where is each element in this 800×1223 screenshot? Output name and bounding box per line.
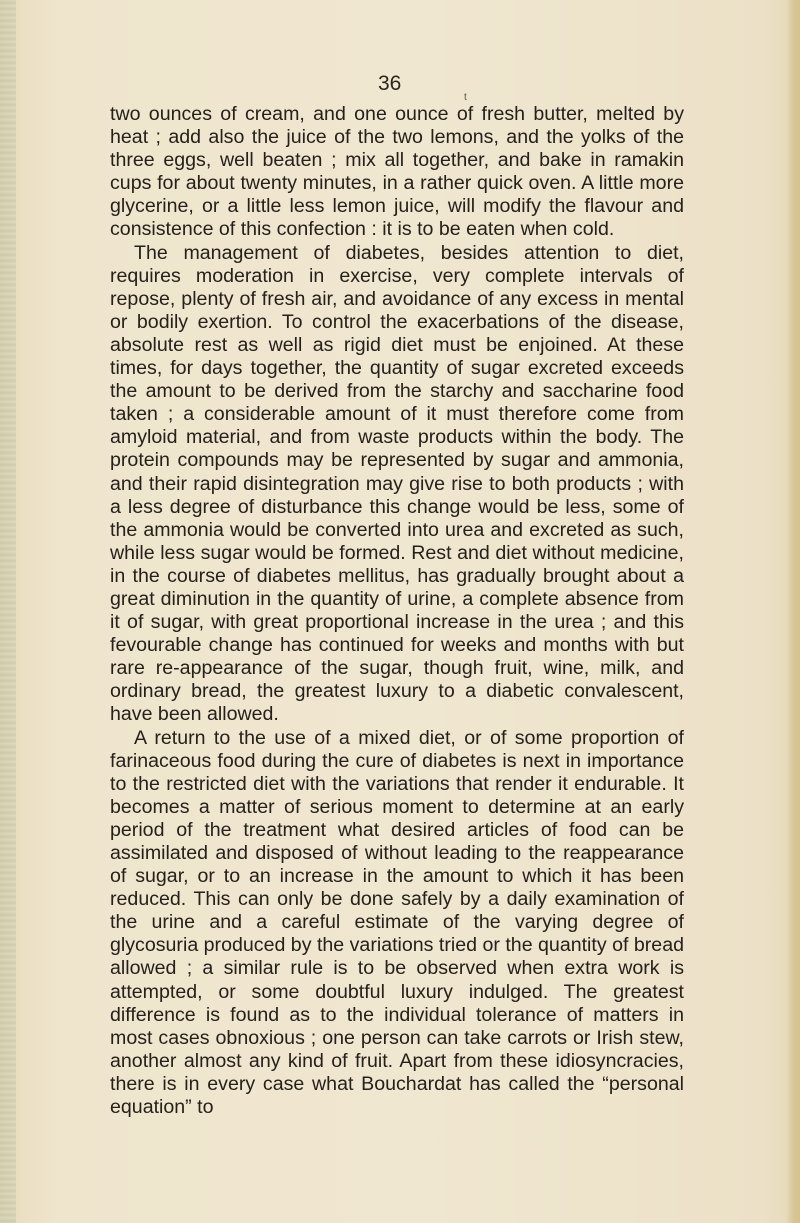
- body-text: [110, 103, 684, 1119]
- paragraph-management: The management of diabetes, besides attention to diet, requires moderation in exercise, very complete intervals of repose, plenty of fresh air, and avoidance of any excess in mental or bodily exertion. To control the exacerbations of the disease, absolute rest as well as rigid diet must be enjoined. At these times, for days together, the quantity of sugar excreted exceeds the amount to be derived from the starchy and saccharine food taken ; a considerable amount of it must therefore come from amyloid material, and from waste products within the body. The protein compounds may be represented by sugar and ammonia, and their rapid disintegration may give rise to both products ; with a less degree of disturbance this change would be less, some of the ammonia would be converted into urea and excreted as such, while less sugar would be formed. Rest and diet without medicine, in the course of diabetes mellitus, has gradually brought about a great diminution in the quantity of urine, a complete absence from it of sugar, with great proportional increase in the urea ; and this fevourable change has continued for weeks and months with but rare re-appearance of the sugar, though fruit, wine, milk, and ordinary bread, the greatest luxury to a diabetic convalescent, have been allowed.: [110, 241, 684, 726]
- paragraph-mixed-diet: A return to the use of a mixed diet, or of some proportion of farinaceous food during the cure of diabetes is next in importance to the restricted diet with the variations that render it endurable. It becomes a matter of serious moment to determine at an early period of the treatment what desired articles of food can be assimilated and disposed of without leading to the reappearance of sugar, or to an increase in the amount to which it has been reduced. This can only be done safely by a daily examination of the urine and a careful estimate of the varying degree of glycosuria produced by the variations tried or the quantity of bread allowed ; a similar rule is to be observed when extra work is attempted, or some doubtful luxury indulged. The greatest difference is found as to the individual tolerance of matters in most cases obnoxious ; one person can take carrots or Irish stew, another almost any kind of fruit. Apart from these idiosyncracies, there is in every case what Bouchardat has called the “personal equation” to: [110, 726, 684, 1119]
- page-edge: [786, 0, 800, 1223]
- page-number: 36: [378, 72, 402, 95]
- stray-mark: t: [464, 92, 467, 103]
- binding-edge: [0, 0, 16, 1223]
- paragraph-recipe-end: two ounces of cream, and one ounce of fresh butter, melted by heat ; add also the juice of the two lemons, and the yolks of the three eggs, well beaten ; mix all together, and bake in ramakin cups for about twenty minutes, in a rather quick oven. A little more glycerine, or a little less lemon juice, will modify the flavour and consistence of this confection : it is to be eaten when cold.: [110, 103, 684, 241]
